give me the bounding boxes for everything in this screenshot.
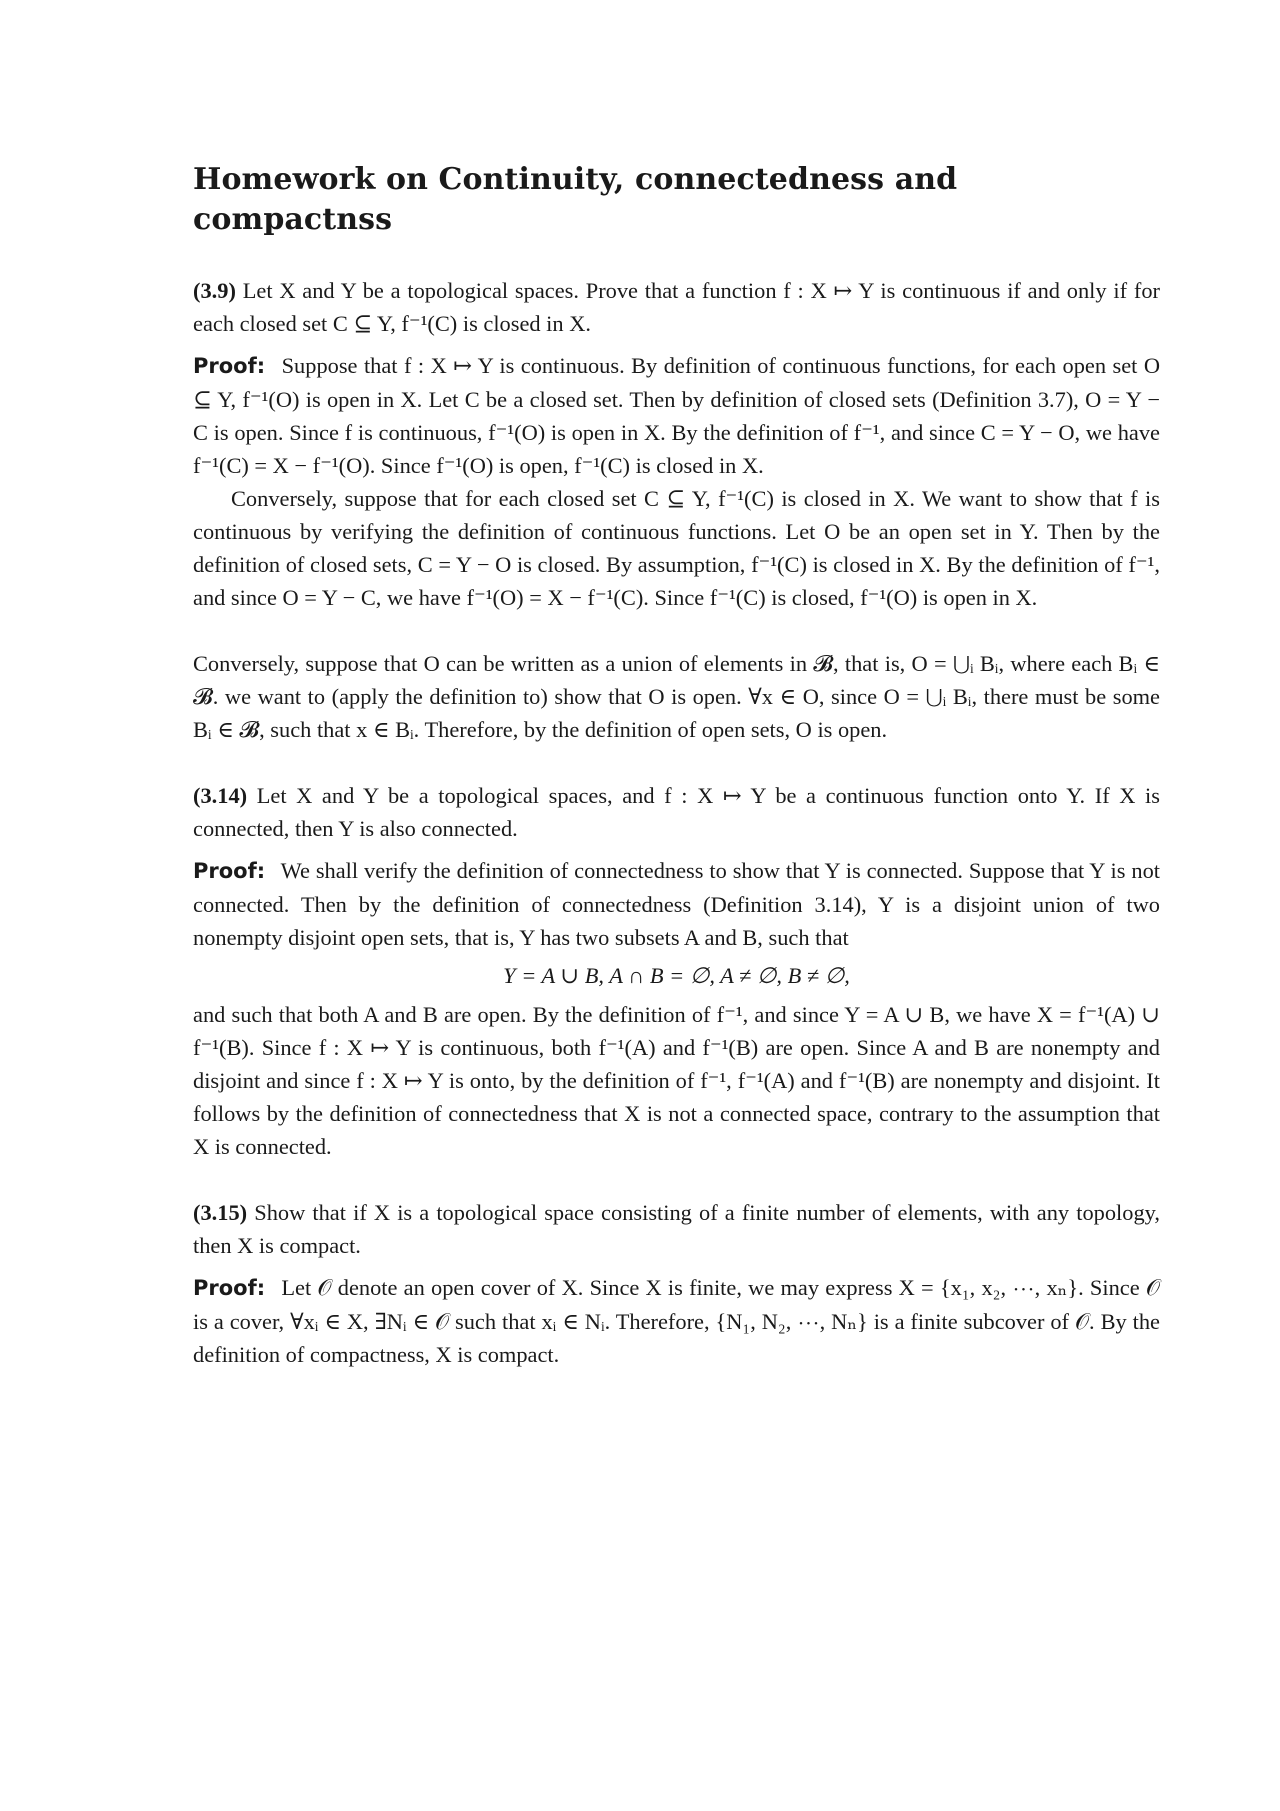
proof-text: Let 𝒪 denote an open cover of X. Since X is finite, we may express X = {x₁, x₂, ⋯, xₙ}. Since 𝒪 is a cover, ∀xᵢ ∈ X, ∃Nᵢ ∈ 𝒪 such that xᵢ ∈ Nᵢ. Therefore, {N₁, N₂, ⋯, Nₙ} is a finite subcover of 𝒪. By the definition of compactness, X is compact. [193, 1275, 1160, 1367]
proof-3-14-paragraph-2: and such that both A and B are open. By the definition of f⁻¹, and since Y = A ∪ B, we have X = f⁻¹(A) ∪ f⁻¹(B). Since f : X ↦ Y is continuous, both f⁻¹(A) and f⁻¹(B) are open. Since A and B are nonempty and disjoint and since f : X ↦ Y is onto, by the definition of f⁻¹, f⁻¹(A) and f⁻¹(B) are nonempty and disjoint. It follows by the definition of connectedness that X is not a connected space, contrary to the assumption that X is connected. [193, 1002, 1160, 1159]
problem-number: (3.14) [193, 783, 248, 808]
spacer [193, 614, 1160, 647]
problem-number: (3.9) [193, 278, 236, 303]
proof-label: Proof: [193, 859, 266, 883]
proof-label: Proof: [193, 1276, 266, 1300]
proof-3-15-paragraph-1 [193, 1271, 1160, 1371]
proof-label: Proof: [193, 354, 266, 378]
document-title: Homework on Continuity, connectedness and compactnss [193, 162, 958, 237]
problem-3-9 [193, 274, 1160, 340]
problem-3-15 [193, 1196, 1160, 1262]
proof-text: We shall verify the definition of connectedness to show that Y is connected. Suppose that Y is not connected. Then by the definition of connectedness (Definition 3.14), Y is a disjoint union of two nonempty disjoint open sets, that is, Y has two subsets A and B, such that [193, 858, 1160, 950]
proof-text: Suppose that f : X ↦ Y is continuous. By definition of continuous functions, for each open set O ⊆ Y, f⁻¹(O) is open in X. Let C be a closed set. Then by definition of closed sets (Definition 3.7), O = Y − C is open. Since f is continuous, f⁻¹(O) is open in X. By the definition of f⁻¹, and since C = Y − O, we have f⁻¹(C) = X − f⁻¹(O). Since f⁻¹(O) is open, f⁻¹(C) is closed in X. [193, 353, 1160, 478]
basis-fragment-paragraph: Conversely, suppose that O can be written as a union of elements in 𝓑, that is, O = ⋃ᵢ Bᵢ, where each Bᵢ ∈ 𝓑. we want to (apply the definition to) show that O is open. ∀x ∈ O, since O = ⋃ᵢ Bᵢ, there must be some Bᵢ ∈ 𝓑, such that x ∈ Bᵢ. Therefore, by the definition of open sets, O is open. [193, 651, 1160, 742]
display-equation: Y = A ∪ B, A ∩ B = ∅, A ≠ ∅, B ≠ ∅, [503, 963, 850, 988]
problem-statement: Let X and Y be a topological spaces, and f : X ↦ Y be a continuous function onto Y. If X is connected, then Y is also connected. [193, 783, 1160, 841]
problem-3-14 [193, 779, 1160, 845]
proof-3-14-paragraph-1 [193, 854, 1160, 954]
problem-statement: Show that if X is a topological space consisting of a finite number of elements, with any topology, then X is compact. [193, 1200, 1160, 1258]
problem-number: (3.15) [193, 1200, 248, 1225]
proof-3-9-paragraph-2: Conversely, suppose that for each closed set C ⊆ Y, f⁻¹(C) is closed in X. We want to show that f is continuous by verifying the definition of continuous functions. Let O be an open set in Y. Then by the definition of closed sets, C = Y − O is closed. By assumption, f⁻¹(C) is closed in X. By the definition of f⁻¹, and since O = Y − C, we have f⁻¹(O) = X − f⁻¹(C). Since f⁻¹(C) is closed, f⁻¹(O) is open in X. [193, 486, 1160, 610]
problem-statement: Let X and Y be a topological spaces. Prove that a function f : X ↦ Y is continuous if and only if for each closed set C ⊆ Y, f⁻¹(C) is closed in X. [193, 278, 1160, 336]
proof-3-9-paragraph-1 [193, 349, 1160, 482]
spacer [193, 746, 1160, 779]
spacer [193, 1163, 1160, 1196]
document-page [193, 160, 1160, 1371]
